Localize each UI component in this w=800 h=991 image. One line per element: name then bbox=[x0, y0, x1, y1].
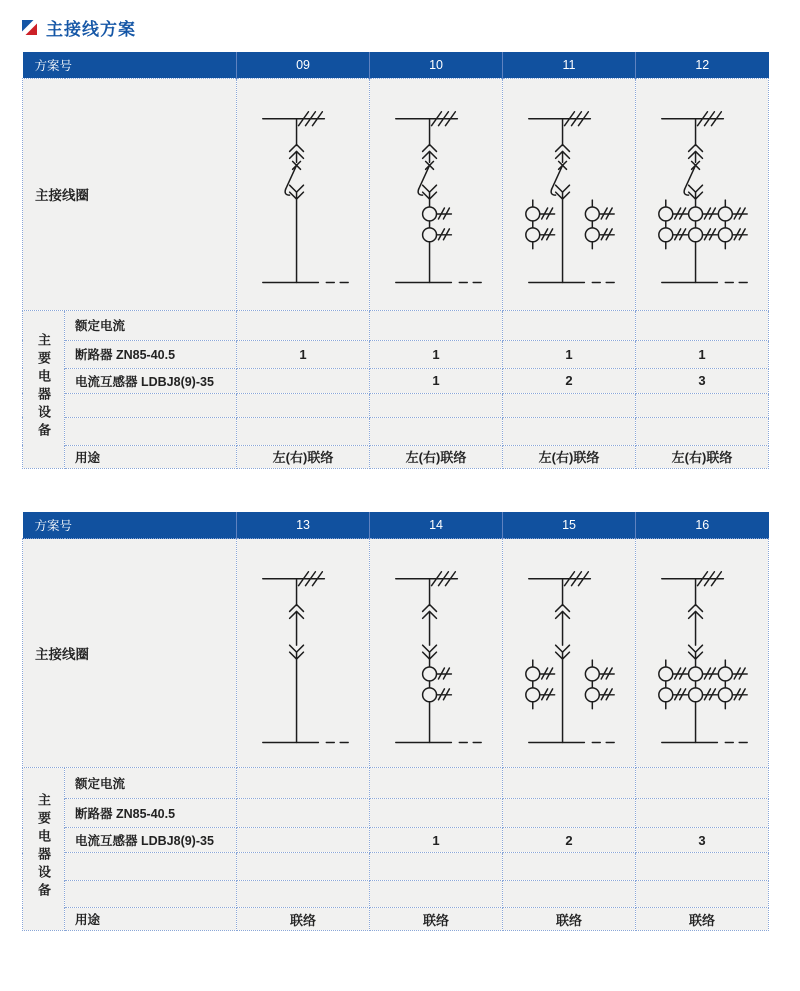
single-line-diagram bbox=[503, 79, 635, 307]
value-cell bbox=[237, 853, 370, 881]
row-label bbox=[65, 881, 237, 908]
value-cell: 联络 bbox=[636, 908, 769, 931]
single-line-diagram bbox=[636, 539, 768, 767]
table-row bbox=[23, 768, 769, 799]
row-label: 额定电流 bbox=[65, 768, 237, 799]
scheme-number-header: 15 bbox=[503, 512, 636, 539]
value-cell bbox=[237, 768, 370, 799]
value-cell bbox=[636, 393, 769, 417]
single-line-diagram-cell bbox=[503, 78, 636, 310]
value-cell: 2 bbox=[503, 368, 636, 393]
single-line-diagram-cell bbox=[237, 78, 370, 310]
value-cell bbox=[237, 368, 370, 393]
value-cell: 1 bbox=[370, 828, 503, 853]
value-cell: 1 bbox=[503, 340, 636, 368]
value-cell bbox=[370, 310, 503, 340]
value-cell bbox=[503, 799, 636, 828]
value-cell bbox=[237, 310, 370, 340]
value-cell bbox=[370, 393, 503, 417]
equipment-group-label: 主要电器设备 bbox=[36, 792, 51, 901]
row-label: 断路器 ZN85-40.5 bbox=[65, 799, 237, 828]
table-row bbox=[23, 881, 769, 908]
value-cell bbox=[370, 417, 503, 445]
scheme-number-header: 16 bbox=[636, 512, 769, 539]
scheme-no-header: 方案号 bbox=[23, 512, 237, 539]
value-cell: 1 bbox=[370, 368, 503, 393]
single-line-diagram-cell bbox=[636, 78, 769, 310]
row-label: 电流互感器 LDBJ8(9)-35 bbox=[65, 368, 237, 393]
value-cell: 联络 bbox=[370, 908, 503, 931]
row-label: 电流互感器 LDBJ8(9)-35 bbox=[65, 828, 237, 853]
value-cell bbox=[503, 417, 636, 445]
single-line-diagram-cell bbox=[636, 539, 769, 768]
table-row bbox=[23, 393, 769, 417]
value-cell: 左(右)联络 bbox=[237, 445, 370, 468]
page-title: 主接线方案 bbox=[46, 19, 136, 39]
value-cell bbox=[503, 768, 636, 799]
table-header-row bbox=[23, 512, 769, 539]
single-line-diagram-cell bbox=[370, 539, 503, 768]
single-line-diagram-cell bbox=[503, 539, 636, 768]
scheme-number-header: 10 bbox=[370, 52, 503, 78]
value-cell bbox=[370, 853, 503, 881]
value-cell bbox=[237, 417, 370, 445]
single-line-diagram bbox=[370, 79, 502, 307]
value-cell: 3 bbox=[636, 368, 769, 393]
row-label: 用途 bbox=[65, 445, 237, 468]
scheme-number-header: 09 bbox=[237, 52, 370, 78]
single-line-diagram bbox=[237, 79, 369, 307]
scheme-number-header: 13 bbox=[237, 512, 370, 539]
value-cell bbox=[237, 393, 370, 417]
single-line-diagram bbox=[370, 539, 502, 767]
equipment-group-label: 主要电器设备 bbox=[36, 332, 51, 441]
single-line-diagram bbox=[636, 79, 768, 307]
scheme-no-header: 方案号 bbox=[23, 52, 237, 78]
table-row bbox=[23, 310, 769, 340]
value-cell bbox=[503, 853, 636, 881]
diagram-row bbox=[23, 78, 769, 310]
scheme-number-header: 12 bbox=[636, 52, 769, 78]
value-cell bbox=[370, 881, 503, 908]
scheme-number-header: 11 bbox=[503, 52, 636, 78]
value-cell: 左(右)联络 bbox=[370, 445, 503, 468]
value-cell bbox=[370, 799, 503, 828]
value-cell bbox=[503, 393, 636, 417]
value-cell bbox=[237, 881, 370, 908]
diagram-row-label: 主接线圈 bbox=[23, 539, 237, 768]
value-cell: 联络 bbox=[503, 908, 636, 931]
row-label bbox=[65, 393, 237, 417]
title-square-icon bbox=[22, 20, 37, 35]
row-label: 用途 bbox=[65, 908, 237, 931]
value-cell bbox=[237, 799, 370, 828]
diagram-row-label: 主接线圈 bbox=[23, 78, 237, 310]
equipment-group-cell bbox=[23, 768, 65, 931]
table-row bbox=[23, 828, 769, 853]
page-title-row bbox=[22, 14, 800, 40]
row-label: 断路器 ZN85-40.5 bbox=[65, 340, 237, 368]
table-row bbox=[23, 799, 769, 828]
table-row bbox=[23, 340, 769, 368]
value-cell: 2 bbox=[503, 828, 636, 853]
single-line-diagram bbox=[503, 539, 635, 767]
table-row bbox=[23, 445, 769, 468]
scheme-number-header: 14 bbox=[370, 512, 503, 539]
table-row bbox=[23, 908, 769, 931]
value-cell: 左(右)联络 bbox=[503, 445, 636, 468]
value-cell bbox=[636, 881, 769, 908]
value-cell bbox=[636, 799, 769, 828]
value-cell: 3 bbox=[636, 828, 769, 853]
diagram-row bbox=[23, 539, 769, 768]
equipment-group-cell bbox=[23, 310, 65, 468]
value-cell bbox=[503, 310, 636, 340]
scheme-table-13-16 bbox=[22, 512, 769, 932]
table-row bbox=[23, 853, 769, 881]
value-cell bbox=[636, 853, 769, 881]
table-row bbox=[23, 417, 769, 445]
row-label bbox=[65, 417, 237, 445]
table-header-row bbox=[23, 52, 769, 78]
value-cell bbox=[237, 828, 370, 853]
value-cell: 联络 bbox=[237, 908, 370, 931]
row-label: 额定电流 bbox=[65, 310, 237, 340]
value-cell: 1 bbox=[370, 340, 503, 368]
table-row bbox=[23, 368, 769, 393]
value-cell: 左(右)联络 bbox=[636, 445, 769, 468]
value-cell bbox=[636, 310, 769, 340]
value-cell: 1 bbox=[237, 340, 370, 368]
row-label bbox=[65, 853, 237, 881]
scheme-table-09-12 bbox=[22, 52, 769, 469]
value-cell bbox=[636, 417, 769, 445]
value-cell bbox=[636, 768, 769, 799]
single-line-diagram-cell bbox=[237, 539, 370, 768]
single-line-diagram-cell bbox=[370, 78, 503, 310]
value-cell: 1 bbox=[636, 340, 769, 368]
single-line-diagram bbox=[237, 539, 369, 767]
value-cell bbox=[370, 768, 503, 799]
value-cell bbox=[503, 881, 636, 908]
